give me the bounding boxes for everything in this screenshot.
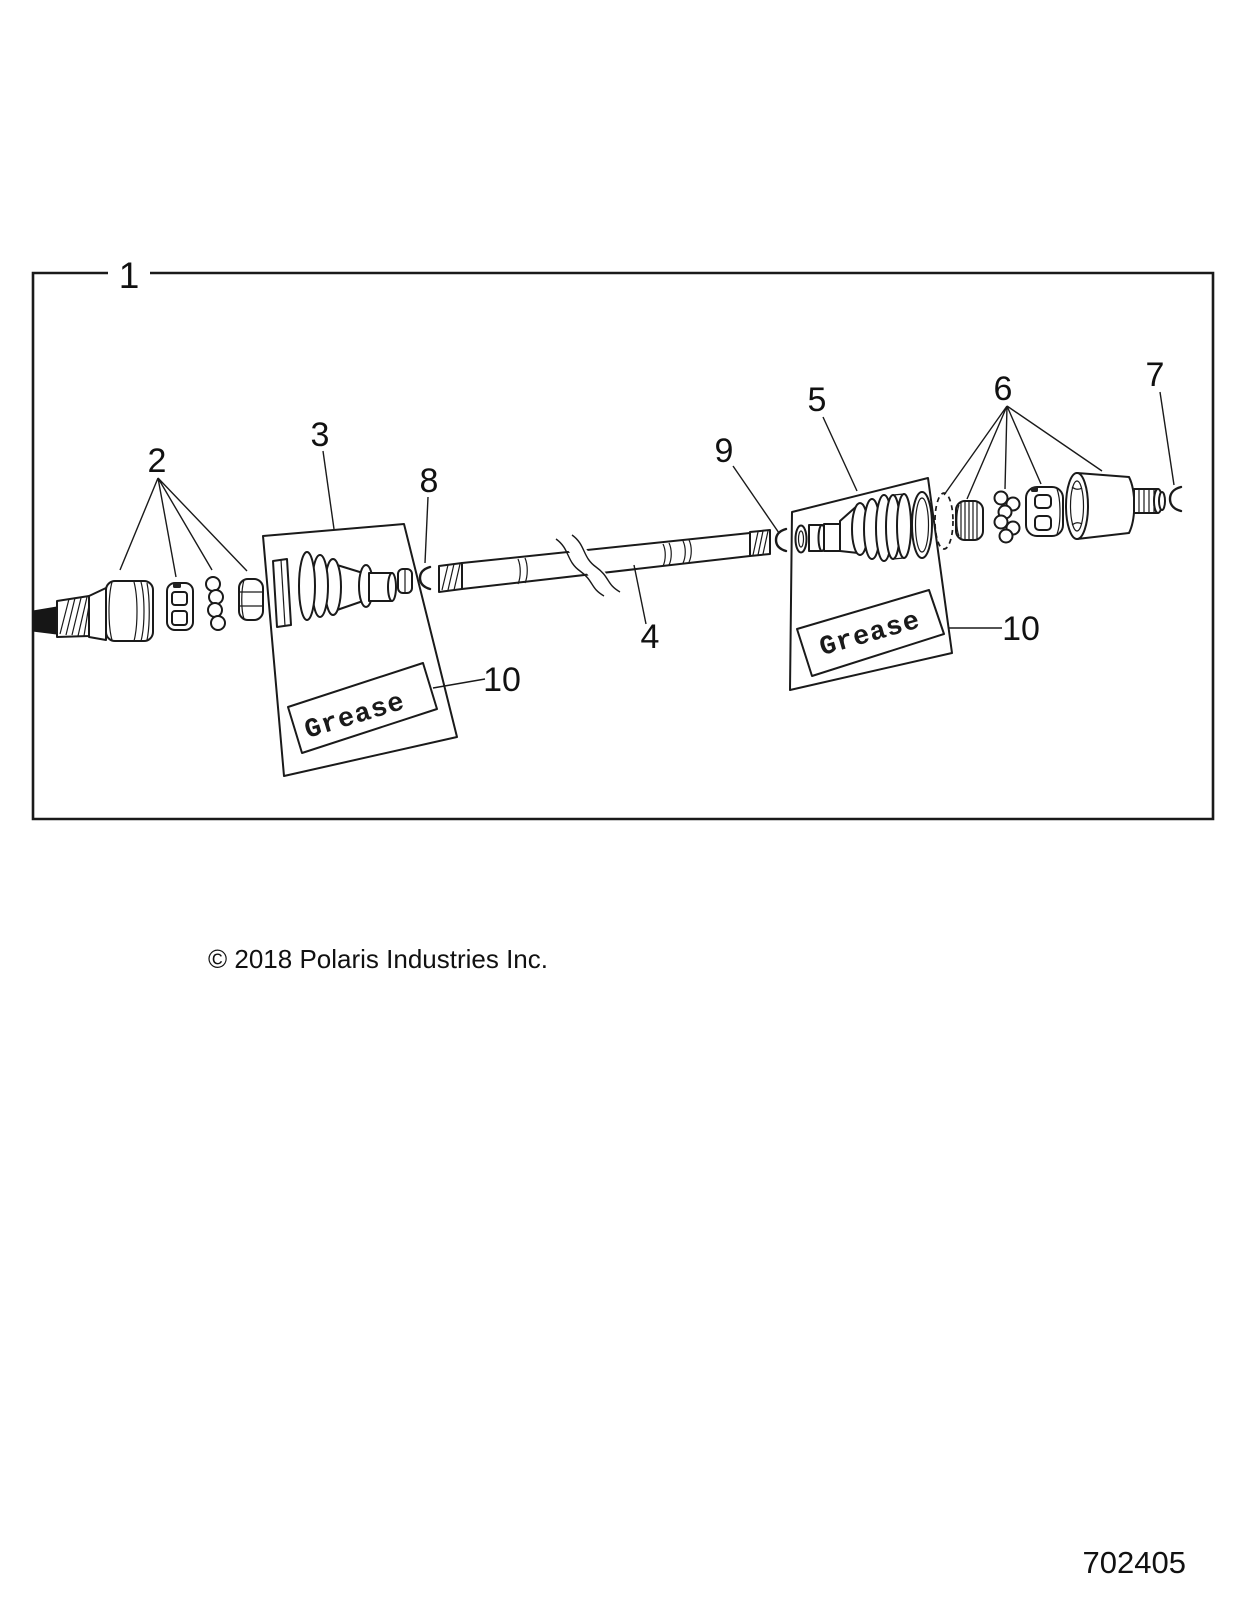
callout-2: 2 — [147, 442, 167, 480]
boot-clamp-band — [886, 494, 911, 559]
drawing-number: 702405 — [1082, 1545, 1186, 1580]
callout-5-leader — [823, 417, 857, 491]
inner-joint-housing — [1066, 473, 1165, 539]
circlip — [776, 529, 786, 551]
callout-3-leader — [323, 451, 334, 529]
cage-notch — [173, 583, 181, 588]
callout-4-leader — [634, 565, 646, 624]
callout-2-leaders — [120, 478, 247, 577]
callout-6: 6 — [993, 370, 1013, 408]
callout-7-leader — [1160, 392, 1174, 485]
callout-9-leader — [733, 466, 779, 533]
housing-clip — [1146, 356, 1181, 511]
cage-window — [1035, 516, 1051, 530]
callout-3: 3 — [310, 416, 330, 454]
cage-window — [172, 611, 187, 625]
callout-8: 8 — [419, 462, 439, 500]
cage-window — [172, 592, 187, 605]
callout-10-left: 10 — [483, 661, 521, 699]
grease-label: Grease — [816, 606, 925, 664]
outer-joint-balls — [206, 577, 225, 630]
outer-boot-kit — [263, 416, 521, 776]
callout-5: 5 — [807, 381, 827, 419]
circlip — [420, 567, 430, 589]
callout-1: 1 — [118, 255, 140, 296]
callout-4: 4 — [640, 618, 660, 656]
stub-thread-tip — [33, 607, 57, 634]
stub-collar — [89, 588, 106, 640]
callout-10-right: 10 — [1002, 610, 1040, 648]
callout-9: 9 — [714, 432, 734, 470]
outer-cv-joint — [33, 442, 263, 641]
copyright-text: © 2018 Polaris Industries Inc. — [208, 944, 548, 974]
callout-8-leader — [425, 497, 428, 563]
assembly-frame — [33, 255, 1213, 819]
circlip — [1170, 487, 1181, 511]
callout-7: 7 — [1145, 356, 1165, 394]
cage-window — [1035, 495, 1051, 508]
grease-label: Grease — [301, 687, 409, 747]
cage-notch — [1031, 487, 1038, 492]
snap-ring — [935, 493, 953, 549]
boot-kit-box — [263, 524, 457, 776]
axle-shaft — [439, 530, 770, 656]
inner-joint-balls — [995, 492, 1020, 543]
outer-joint-housing — [106, 581, 153, 641]
boot-clamp-small — [796, 526, 807, 553]
inner-cv-joint — [935, 370, 1165, 549]
shaft-clip-outer — [420, 462, 439, 589]
